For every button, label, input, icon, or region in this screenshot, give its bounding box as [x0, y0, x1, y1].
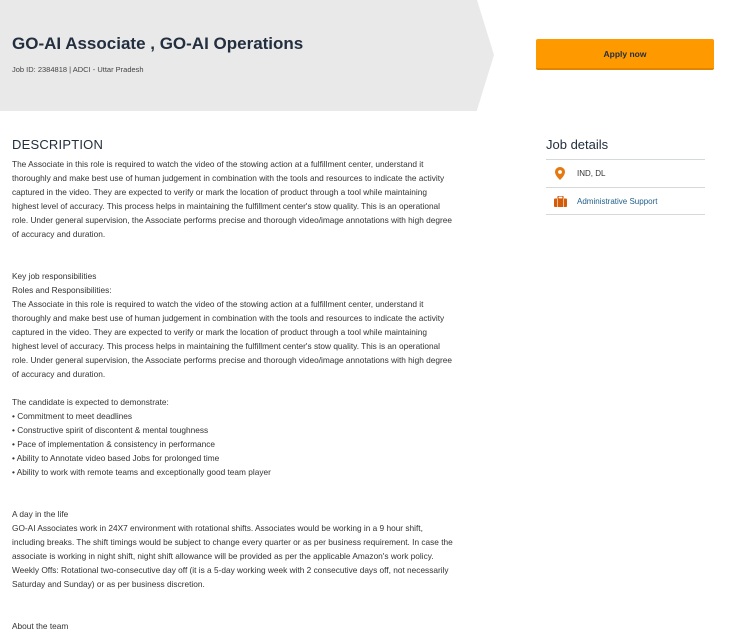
description-section — [12, 137, 527, 633]
text-line: About the team — [12, 621, 69, 631]
text-line: of accuracy and duration. — [12, 229, 106, 239]
text-line: highest level of accuracy. This process helps in maintaining the fulfillment center's stow quality. This is an operational — [12, 201, 441, 211]
text-line: Roles and Responsibilities: — [12, 285, 112, 295]
text-line: The Associate in this role is required to watch the video of the stowing action at a fulfillment center, understand it — [12, 159, 424, 169]
text-line: Key job responsibilities — [12, 271, 97, 281]
list-item: • Ability to work with remote teams and exceptionally good team player — [12, 467, 271, 477]
text-line: The Associate in this role is required to watch the video of the stowing action at a fulfillment center, understand it — [12, 299, 424, 309]
text-line: thoroughly and make best use of human judgement in combination with the tools and resources to indicate the activity — [12, 313, 445, 323]
text-line: captured in the video. They are expected to verify or mark the location of product through a tool while maintaining — [12, 327, 427, 337]
text-line: including breaks. The shift timings would be subject to change every quarter or as per business requirement. In case the — [12, 537, 453, 547]
day-in-life-block — [12, 507, 527, 591]
text-line: A day in the life — [12, 509, 69, 519]
job-location-row — [546, 159, 705, 187]
description-heading: DESCRIPTION — [12, 137, 104, 152]
text-line: GO-AI Associates work in 24X7 environment with rotational shifts. Associates would be working in a 9 hour shift, — [12, 523, 423, 533]
job-meta: Job ID: 2384818 | ADCI - Uttar Pradesh — [12, 65, 144, 74]
description-intro — [12, 157, 527, 241]
briefcase-icon — [552, 196, 568, 207]
job-category-row — [546, 187, 705, 215]
text-line: The candidate is expected to demonstrate: — [12, 397, 169, 407]
header-band — [0, 0, 477, 111]
text-line: associate is working in night shift, night shift allowance will be provided as per the applicable Amazon's work policy. — [12, 551, 434, 561]
text-line: Saturday and Sunday) or as per business discretion. — [12, 579, 205, 589]
job-location: IND, DL — [577, 169, 606, 178]
text-line: highest level of accuracy. This process helps in maintaining the fulfillment center's stow quality. This is an operational — [12, 341, 441, 351]
job-details-panel — [546, 137, 705, 215]
job-details-heading: Job details — [546, 137, 609, 152]
job-category-link[interactable]: Administrative Support — [577, 196, 658, 206]
text-line: of accuracy and duration. — [12, 369, 106, 379]
text-line: role. Under general supervision, the Associate performs precise and thorough video/image annotations with high degree — [12, 215, 452, 225]
about-team-block — [12, 619, 527, 633]
job-title: GO-AI Associate , GO-AI Operations — [12, 34, 304, 53]
text-line: role. Under general supervision, the Associate performs precise and thorough video/image annotations with high degree — [12, 355, 452, 365]
text-line: thoroughly and make best use of human judgement in combination with the tools and resources to indicate the activity — [12, 173, 445, 183]
list-item: • Constructive spirit of discontent & mental toughness — [12, 425, 209, 435]
location-pin-icon — [552, 167, 568, 180]
header-band-arrow — [477, 0, 494, 110]
demonstrate-block — [12, 395, 527, 479]
list-item: • Commitment to meet deadlines — [12, 411, 133, 421]
responsibilities-block — [12, 269, 527, 381]
job-header — [0, 0, 735, 111]
list-item: • Ability to Annotate video based Jobs for prolonged time — [12, 453, 220, 463]
text-line: captured in the video. They are expected to verify or mark the location of product through a tool while maintaining — [12, 187, 427, 197]
apply-now-button[interactable]: Apply now — [536, 39, 714, 70]
text-line: Weekly Offs: Rotational two-consecutive day off (it is a 5-day working week with 2 consecutive days off, not necessarily — [12, 565, 449, 575]
list-item: • Pace of implementation & consistency in performance — [12, 439, 216, 449]
